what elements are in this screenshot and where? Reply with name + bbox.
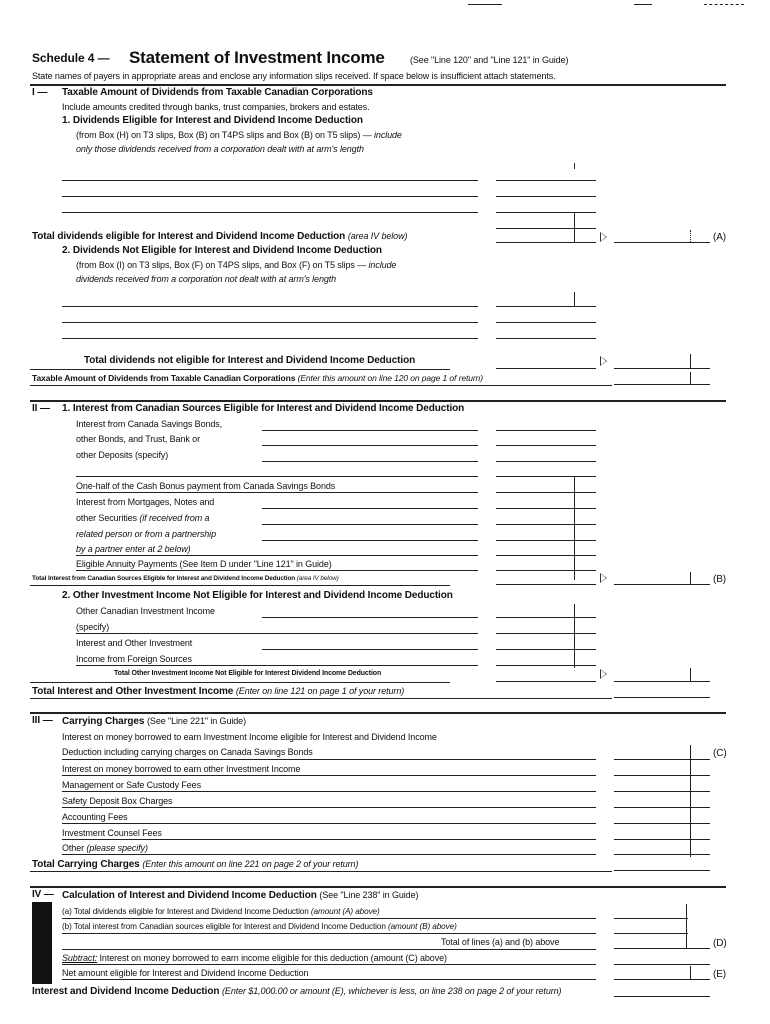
amount-line[interactable]: [496, 492, 596, 493]
foreign-label-2: Income from Foreign Sources: [76, 654, 192, 664]
box-a-label: (A): [713, 232, 727, 243]
cents-divider: [690, 372, 691, 384]
amount-line[interactable]: [496, 665, 596, 666]
amount-line[interactable]: [496, 306, 596, 307]
cents-divider: [574, 212, 575, 242]
taxable-dividends-line[interactable]: [614, 384, 710, 385]
calculation-heading: Calculation of Interest and Dividend Income Deduction (See "Line 238" in Guide): [62, 890, 419, 901]
line-a-amount[interactable]: [614, 918, 688, 919]
section-3-roman: III —: [32, 715, 53, 726]
tick: [574, 163, 575, 169]
payer-line[interactable]: [62, 306, 478, 307]
csb-specify-line[interactable]: [262, 445, 478, 446]
cents-divider: [690, 354, 691, 368]
amount-line[interactable]: [614, 823, 710, 824]
arrow-right-icon: [600, 573, 607, 583]
rule: [30, 385, 612, 386]
cash-bonus-label: One-half of the Cash Bonus payment from Canada Savings Bonds: [76, 481, 336, 491]
instructions: State names of payers in appropriate areas and enclose any information slips received. If space below is insufficient attach statements.: [32, 71, 556, 81]
subtract-amount[interactable]: [614, 964, 710, 965]
total-interest-eligible-label: Total Interest from Canadian Sources Eligible for Interest and Dividend Income Deduction (area IV below): [32, 575, 339, 582]
other-specify-line[interactable]: [262, 617, 478, 618]
row-rule: [62, 759, 596, 760]
section-rule: [30, 886, 726, 888]
total-c-line[interactable]: [614, 870, 710, 871]
amount-line[interactable]: [496, 555, 596, 556]
cents-divider: [574, 604, 575, 668]
cents-divider: [574, 292, 575, 306]
amount-line[interactable]: [496, 228, 596, 229]
arrow-right-icon: [600, 669, 607, 679]
amount-line[interactable]: [496, 633, 596, 634]
section-2-roman: II —: [32, 403, 50, 414]
row-rule: [62, 807, 596, 808]
row-rule: [62, 839, 596, 840]
amount-line[interactable]: [614, 791, 710, 792]
mortgage-label-3: related person or from a partnership: [76, 529, 216, 539]
cents-divider: [690, 668, 691, 681]
page-title: Statement of Investment Income: [129, 48, 385, 67]
header-rule: [30, 84, 726, 86]
total-interest-other-label: Total Interest and Other Investment Income (Enter on line 121 on page 1 of your return): [32, 686, 405, 697]
amount-line[interactable]: [614, 839, 710, 840]
cents-divider: [690, 966, 691, 979]
amount-line[interactable]: [614, 854, 710, 855]
other-investment-heading: 2. Other Investment Income Not Eligible for Interest and Dividend Income Deduction: [62, 590, 453, 601]
csb-label: Interest from Canada Savings Bonds,: [76, 419, 223, 429]
mortgage-label: Interest from Mortgages, Notes and: [76, 497, 215, 507]
mortgage-label-4: by a partner enter at 2 below): [76, 544, 191, 554]
amount-line[interactable]: [496, 476, 596, 477]
mortgage-specify-line[interactable]: [262, 524, 478, 525]
top-mark: [634, 4, 652, 5]
carrying-row-1a: Interest on money borrowed to earn Investment Income eligible for Interest and Dividend Income: [62, 732, 437, 742]
amount-line[interactable]: [496, 322, 596, 323]
total-dividends-eligible-label: Total dividends eligible for Interest and Dividend Income Deduction (area IV below): [32, 231, 408, 242]
include-note: Include amounts credited through banks, trust companies, brokers and estates.: [62, 102, 370, 112]
cents-divider: [690, 572, 691, 584]
row-rule: [62, 775, 596, 776]
net-amount-label: Net amount eligible for Interest and Dividend Income Deduction: [62, 968, 309, 978]
amount-line[interactable]: [496, 508, 596, 509]
top-mark: [704, 4, 744, 5]
amount-line[interactable]: [614, 759, 710, 760]
annuity-label: Eligible Annuity Payments (See Item D under "Line 121" in Guide): [76, 559, 332, 569]
payer-line[interactable]: [62, 338, 478, 339]
arrow-right-icon: [600, 356, 607, 366]
row-rule: [62, 933, 596, 934]
net-amount-line[interactable]: [614, 979, 710, 980]
section-4-roman: IV —: [32, 889, 54, 900]
dividends-not-eligible-heading: 2. Dividends Not Eligible for Interest and Dividend Income Deduction: [62, 245, 382, 256]
total-investment-line[interactable]: [614, 697, 710, 698]
amount-line[interactable]: [496, 430, 596, 431]
cents-divider: [686, 904, 687, 948]
total-ab-label: Total of lines (a) and (b) above: [441, 937, 560, 947]
carrying-row-3: Management or Safe Custody Fees: [62, 780, 201, 790]
row-rule: [62, 949, 596, 950]
amount-line[interactable]: [496, 368, 596, 369]
dividends-eligible-desc: (from Box (H) on T3 slips, Box (B) on T4PS slips and Box (B) on T5 slips) — include: [76, 130, 402, 140]
amount-line[interactable]: [614, 368, 710, 369]
amount-line[interactable]: [496, 180, 596, 181]
total-dividends-not-eligible-label: Total dividends not eligible for Interest and Dividend Income Deduction: [84, 355, 416, 366]
amount-line[interactable]: [496, 242, 596, 243]
section-1-heading: Taxable Amount of Dividends from Taxable Canadian Corporations: [62, 87, 373, 98]
csb-label-3: other Deposits (specify): [76, 450, 169, 460]
amount-line[interactable]: [496, 540, 596, 541]
row-rule: [62, 823, 596, 824]
rule: [30, 369, 450, 370]
mortgage-specify-line[interactable]: [262, 508, 478, 509]
amount-line[interactable]: [496, 570, 596, 571]
amount-line[interactable]: [496, 461, 596, 462]
rule: [76, 665, 478, 666]
carrying-charges-heading: Carrying Charges (See "Line 221" in Guide): [62, 716, 246, 727]
dividends-not-eligible-desc: (from Box (I) on T3 slips, Box (F) on T4PS slips, and Box (F) on T5 slips — include: [76, 260, 397, 270]
payer-line[interactable]: [62, 212, 478, 213]
carrying-row-6: Investment Counsel Fees: [62, 828, 162, 838]
amount-line[interactable]: [496, 212, 596, 213]
rule: [76, 633, 478, 634]
rule: [76, 476, 478, 477]
total-a-line[interactable]: [614, 242, 710, 243]
cents-divider: [690, 230, 691, 242]
csb-specify-line[interactable]: [262, 461, 478, 462]
carrying-row-4: Safety Deposit Box Charges: [62, 796, 173, 806]
rule: [76, 570, 478, 571]
amount-line[interactable]: [496, 338, 596, 339]
amount-line[interactable]: [496, 617, 596, 618]
other-canadian-label: Other Canadian Investment Income: [76, 606, 215, 616]
rule: [30, 682, 450, 683]
rule: [30, 585, 450, 586]
section-rule: [30, 400, 726, 402]
rule: [76, 555, 478, 556]
amount-line[interactable]: [614, 775, 710, 776]
foreign-label: Interest and Other Investment: [76, 638, 193, 648]
row-rule: [62, 791, 596, 792]
line-a-label: (a) Total dividends eligible for Interest and Dividend Income Deduction (amount (A) above): [62, 907, 380, 916]
carrying-row-5: Accounting Fees: [62, 812, 128, 822]
arrow-right-icon: [600, 232, 607, 242]
amount-line[interactable]: [496, 524, 596, 525]
carrying-row-2: Interest on money borrowed to earn other Investment Income: [62, 764, 301, 774]
total-b-line[interactable]: [614, 584, 710, 585]
payer-line[interactable]: [62, 196, 478, 197]
row-rule: [62, 964, 596, 965]
amount-line[interactable]: [496, 584, 596, 585]
carrying-row-7: Other (please specify): [62, 843, 148, 853]
subtract-label: Subtract: Interest on money borrowed to earn income eligible for this deduction (amount (C) above): [62, 953, 447, 963]
final-deduction-line[interactable]: [614, 996, 710, 997]
mortgage-specify-line[interactable]: [262, 540, 478, 541]
schedule-number: Schedule 4 —: [32, 51, 110, 65]
row-rule: [62, 979, 596, 980]
payer-line[interactable]: [62, 322, 478, 323]
final-deduction-label: Interest and Dividend Income Deduction (Enter $1,000.00 or amount (E), whichever is less, on line 238 on page 2 of your return): [32, 986, 562, 997]
amount-line[interactable]: [614, 681, 710, 682]
line-b-label: (b) Total interest from Canadian sources eligible for Interest and Dividend Income Deduction (amount (B) above): [62, 922, 457, 931]
total-d-line[interactable]: [614, 948, 710, 949]
section-rule: [30, 712, 726, 714]
mortgage-label-2: other Securities (if received from a: [76, 513, 210, 523]
amount-line[interactable]: [496, 649, 596, 650]
row-rule: [62, 918, 596, 919]
cents-divider: [690, 745, 691, 857]
top-mark: [468, 4, 502, 5]
dividends-eligible-heading: 1. Dividends Eligible for Interest and Dividend Income Deduction: [62, 115, 363, 126]
box-e-label: (E): [713, 969, 727, 980]
section-1-roman: I —: [32, 87, 48, 98]
total-carrying-label: Total Carrying Charges (Enter this amount on line 221 on page 2 of your return): [32, 859, 359, 870]
rule: [30, 698, 612, 699]
total-other-investment-label: Total Other Investment Income Not Eligible for Interest Dividend Income Deduction: [114, 670, 382, 677]
line-b-amount[interactable]: [614, 933, 688, 934]
amount-line[interactable]: [496, 196, 596, 197]
amount-line[interactable]: [614, 807, 710, 808]
csb-specify-line[interactable]: [262, 430, 478, 431]
dividends-not-eligible-desc-2: dividends received from a corporation not dealt with at arm's length: [76, 274, 337, 284]
guide-note: (See "Line 120" and "Line 121" in Guide): [410, 55, 569, 65]
csb-label-2: other Bonds, and Trust, Bank or: [76, 434, 200, 444]
box-b-label: (B): [713, 574, 727, 585]
taxable-dividends-label: Taxable Amount of Dividends from Taxable Canadian Corporations (Enter this amount on line 120 on page 1 of return): [32, 373, 483, 383]
other-canadian-specify: (specify): [76, 622, 110, 632]
dividends-eligible-desc-2: only those dividends received from a corporation dealt with at arm's length: [76, 144, 364, 154]
box-d-label: (D): [713, 938, 727, 949]
interest-eligible-heading: 1. Interest from Canadian Sources Eligible for Interest and Dividend Income Deduction: [62, 403, 465, 414]
amount-line[interactable]: [496, 681, 596, 682]
foreign-specify-line[interactable]: [262, 649, 478, 650]
row-rule: [62, 854, 596, 855]
black-margin-bar: [32, 902, 52, 984]
rule: [76, 492, 478, 493]
payer-line[interactable]: [62, 180, 478, 181]
amount-line[interactable]: [496, 445, 596, 446]
rule: [30, 871, 612, 872]
box-c-label: (C): [713, 748, 727, 759]
carrying-row-1b: Deduction including carrying charges on Canada Savings Bonds: [62, 747, 313, 757]
